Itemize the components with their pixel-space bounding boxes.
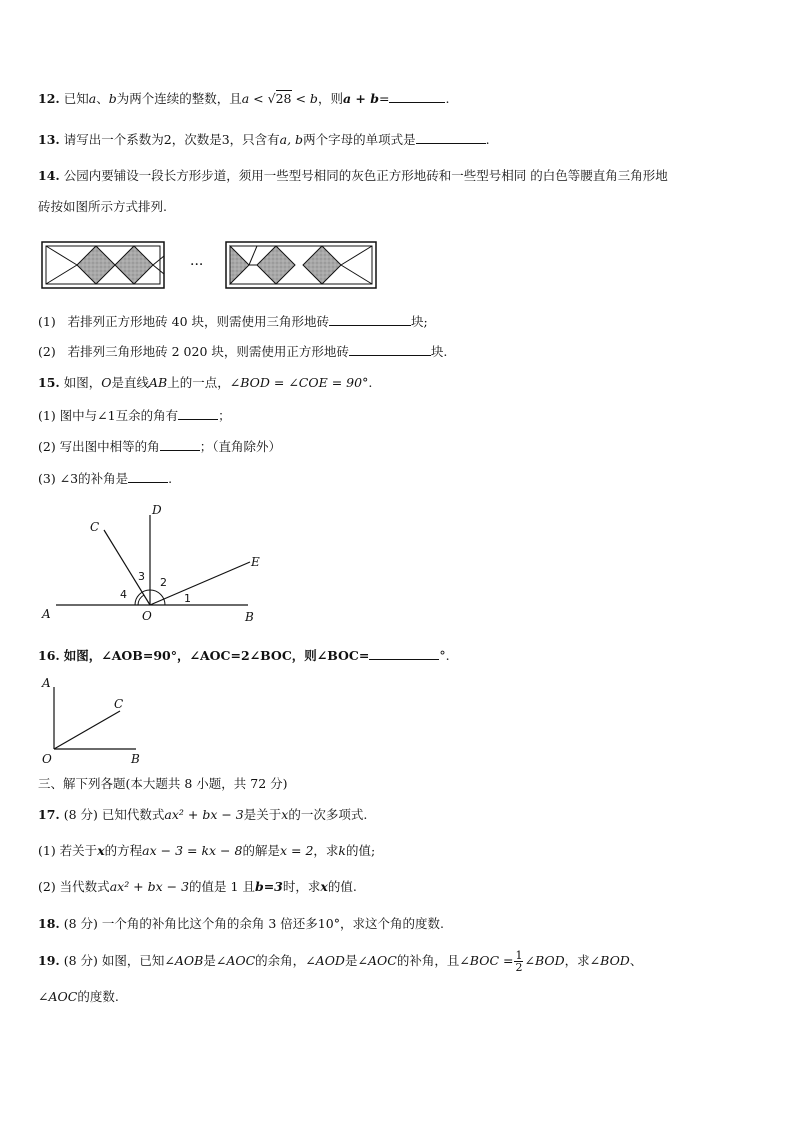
gray-square-tile: [230, 246, 249, 284]
gray-square-tile: [115, 246, 153, 284]
answer-blank[interactable]: [416, 130, 486, 144]
label-C: C: [90, 520, 100, 534]
sqrt-symbol: √28: [267, 91, 292, 106]
angle-2-label: 2: [160, 576, 167, 589]
question-14: 14. 公园内要铺设一段长方形步道，须用一些型号相同的灰色正方形地砖和一些型号相同 的白色等腰直角三角形地: [38, 168, 668, 183]
tile-strip-left: [42, 242, 164, 288]
angle-3-label: 3: [138, 570, 145, 583]
question-19: 19. (8 分) 如图，已知∠AOB是∠AOC的余角，∠AOD是∠AOC的补角，且∠BOC = $\frac{1}{2}$ ∠BOD，求∠BOD、: [38, 949, 643, 974]
label-A: A: [42, 676, 51, 690]
label-A: A: [42, 607, 51, 621]
angle-figure-15: [38, 500, 268, 630]
question-17-part2: (2) 当代数式ax² + bx − 3的值是 1 且b=3时，求x的值.: [38, 879, 357, 894]
tile-strip-right: [226, 242, 376, 288]
label-B: B: [245, 610, 254, 624]
question-16: 16. 如图，∠AOB=90°，∠AOC=2∠BOC，则∠BOC= °.: [38, 648, 450, 663]
question-14-part2: (2) 若排列三角形地砖 2 020 块，则需使用正方形地砖 块.: [38, 344, 448, 359]
question-19-line2: ∠AOC的度数.: [38, 989, 119, 1004]
question-15-part3: (3) ∠3的补角是 .: [38, 471, 173, 486]
ellipsis: ···: [190, 257, 204, 273]
label-O: O: [142, 609, 152, 623]
answer-blank[interactable]: [329, 312, 411, 326]
label-B: B: [131, 752, 140, 766]
gray-square-tile: [257, 246, 295, 284]
question-14-part1: (1) 若排列正方形地砖 40 块，则需使用三角形地砖 块;: [38, 314, 428, 329]
answer-blank[interactable]: [178, 406, 218, 420]
label-E: E: [251, 555, 260, 569]
question-number: 12.: [38, 91, 60, 106]
answer-blank[interactable]: [389, 89, 445, 103]
answer-blank[interactable]: [349, 342, 431, 356]
angle-4-label: 4: [120, 588, 127, 601]
question-13: 13. 请写出一个系数为2，次数是3，只含有a, b两个字母的单项式是 .: [38, 132, 490, 147]
label-C: C: [114, 697, 124, 711]
label-D: D: [152, 503, 162, 517]
question-17: 17. (8 分) 已知代数式ax² + bx − 3是关于x的一次多项式.: [38, 807, 368, 822]
answer-blank[interactable]: [160, 437, 200, 451]
question-15-part2: (2) 写出图中相等的角 ；（直角除外）: [38, 439, 281, 454]
answer-blank[interactable]: [369, 646, 439, 660]
gray-square-tile: [77, 246, 115, 284]
answer-blank[interactable]: [128, 469, 168, 483]
gray-square-tile: [303, 246, 341, 284]
section-title: 三、解下列各题(本大题共 8 小题，共 72 分): [38, 776, 288, 791]
tile-pattern-figure: [0, 238, 794, 298]
question-17-part1: (1) 若关于x的方程ax − 3 = kx − 8的解是x = 2，求k的值;: [38, 843, 376, 858]
angle-1-label: 1: [184, 592, 191, 605]
question-18: 18. (8 分) 一个角的补角比这个角的余角 3 倍还多10°，求这个角的度数.: [38, 916, 444, 931]
label-O: O: [42, 752, 52, 766]
question-15-part1: (1) 图中与∠1互余的角有 ；: [38, 408, 231, 423]
question-14-line2: 砖按如图所示方式排列.: [38, 199, 167, 214]
question-15: 15. 如图，O是直线AB上的一点，∠BOD = ∠COE = 90°.: [38, 375, 373, 390]
angle-figure-16: [38, 673, 178, 768]
question-12: 12. 已知a、b为两个连续的整数，且a < √28 < b，则a + b= .: [38, 91, 450, 106]
fraction-one-half: $\frac{1}{2}$: [515, 949, 523, 974]
